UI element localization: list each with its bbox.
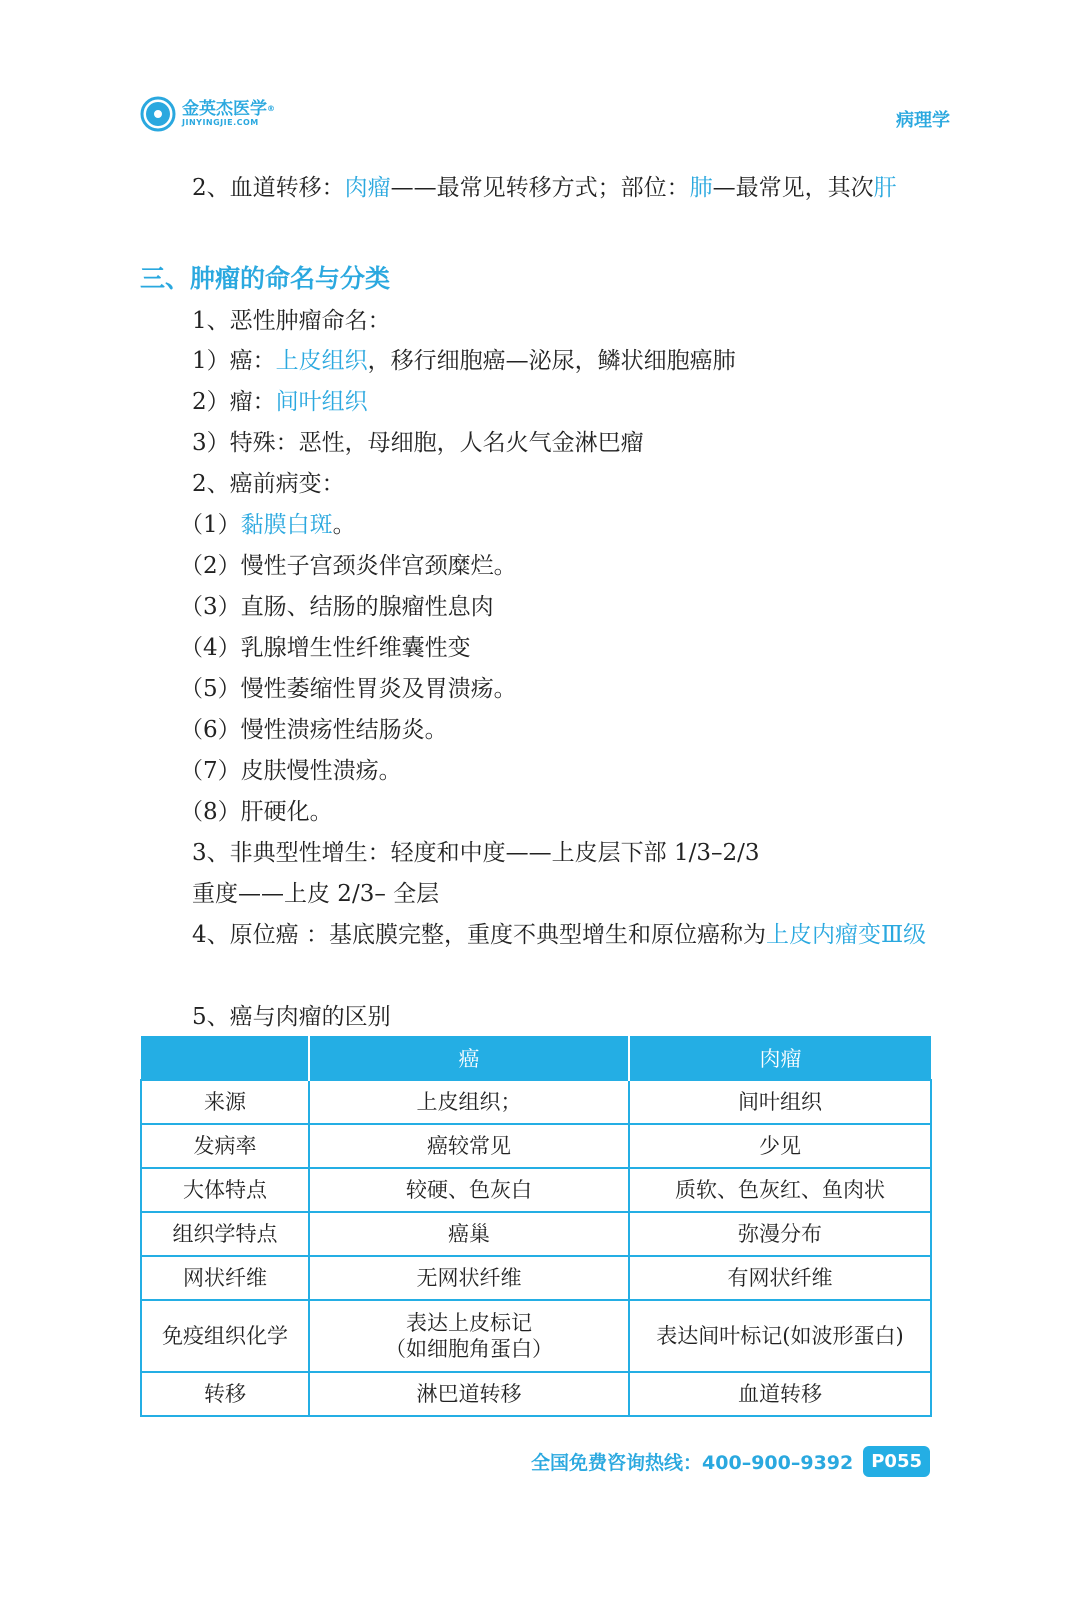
spiral-logo-icon [140, 96, 176, 132]
table-cell: 网状纤维 [141, 1256, 309, 1300]
paragraph-blood-metastasis: 2、血道转移：肉瘤——最常见转移方式；部位：肺—最常见，其次肝 [192, 175, 897, 201]
table-cell [309, 1300, 629, 1372]
list-item: （2）慢性子宫颈炎伴宫颈糜烂。 [180, 553, 517, 579]
line-special: 3）特殊：恶性，母细胞，人名火气金淋巴瘤 [192, 430, 644, 456]
table-row [141, 1256, 931, 1300]
table-row [141, 1212, 931, 1256]
table-row [141, 1300, 931, 1372]
line-sarcoma: 2）瘤：间叶组织 [192, 389, 368, 415]
table-cell: 组织学特点 [141, 1212, 309, 1256]
table-row [141, 1124, 931, 1168]
table-cell: 血道转移 [629, 1372, 931, 1416]
table-cell: 少见 [629, 1124, 931, 1168]
table-header-row [141, 1036, 931, 1080]
table-row [141, 1080, 931, 1124]
line-malignant-naming: 1、恶性肿瘤命名： [192, 308, 391, 334]
list-item: （7）皮肤慢性溃疡。 [180, 758, 402, 784]
table-cell: 癌较常见 [309, 1124, 629, 1168]
table-cell: 较硬、色灰白 [309, 1168, 629, 1212]
list-item: （4）乳腺增生性纤维囊性变 [180, 635, 471, 661]
table-cell: 大体特点 [141, 1168, 309, 1212]
list-item: （1）黏膜白斑。 [180, 512, 356, 538]
table-cell: 免疫组织化学 [141, 1300, 309, 1372]
page-header [140, 96, 950, 142]
table-cell: 弥漫分布 [629, 1212, 931, 1256]
header-cell: 癌 [309, 1036, 629, 1080]
brand-logo [140, 96, 275, 132]
list-item: （6）慢性溃疡性结肠炎。 [180, 717, 448, 743]
cell-line: 表达上皮标记 [406, 1311, 532, 1335]
subject-title: 病理学 [896, 110, 950, 131]
registered-mark: ® [267, 104, 275, 113]
cell-line: （如细胞角蛋白） [385, 1337, 553, 1361]
list-item: （5）慢性萎缩性胃炎及胃溃疡。 [180, 676, 517, 702]
page-number-badge: P055 [863, 1446, 930, 1477]
list-item: （8）肝硬化。 [180, 799, 333, 825]
table-row [141, 1168, 931, 1212]
header-cell: 肉瘤 [629, 1036, 931, 1080]
table-cell: 上皮组织； [309, 1080, 629, 1124]
hotline-text: 全国免费咨询热线：400–900–9392 [531, 1452, 854, 1474]
table-row [141, 1372, 931, 1416]
page-footer [531, 1446, 930, 1477]
line-table-caption: 5、癌与肉瘤的区别 [192, 1004, 391, 1030]
comparison-table [140, 1036, 932, 1417]
table-cell: 癌巢 [309, 1212, 629, 1256]
list-item: （3）直肠、结肠的腺瘤性息肉 [180, 594, 494, 620]
table-cell: 转移 [141, 1372, 309, 1416]
table-cell: 无网状纤维 [309, 1256, 629, 1300]
line-precancerous: 2、癌前病变： [192, 471, 345, 497]
line-carcinoma: 1）癌：上皮组织，移行细胞癌—泌尿，鳞状细胞癌肺 [192, 348, 736, 374]
table-cell: 来源 [141, 1080, 309, 1124]
header-cell [141, 1036, 309, 1080]
table-cell: 有网状纤维 [629, 1256, 931, 1300]
table-cell: 间叶组织 [629, 1080, 931, 1124]
table-cell: 淋巴道转移 [309, 1372, 629, 1416]
table-cell: 质软、色灰红、鱼肉状 [629, 1168, 931, 1212]
section-title: 三、肿瘤的命名与分类 [140, 264, 391, 293]
table-cell: 发病率 [141, 1124, 309, 1168]
line-severe-grade: 重度——上皮 2/3– 全层 [192, 881, 440, 907]
logo-name: 金英杰医学 [182, 99, 267, 119]
line-atypical-hyperplasia: 3、非典型性增生：轻度和中度——上皮层下部 1/3–2/3 [192, 840, 760, 866]
logo-url: JINYINGJIE.COM [182, 118, 259, 127]
paragraph-carcinoma-in-situ: 4、原位癌 ：基底膜完整，重度不典型增生和原位癌称为上皮内瘤变Ⅲ级 [192, 922, 927, 948]
table-cell: 表达间叶标记(如波形蛋白) [629, 1300, 931, 1372]
